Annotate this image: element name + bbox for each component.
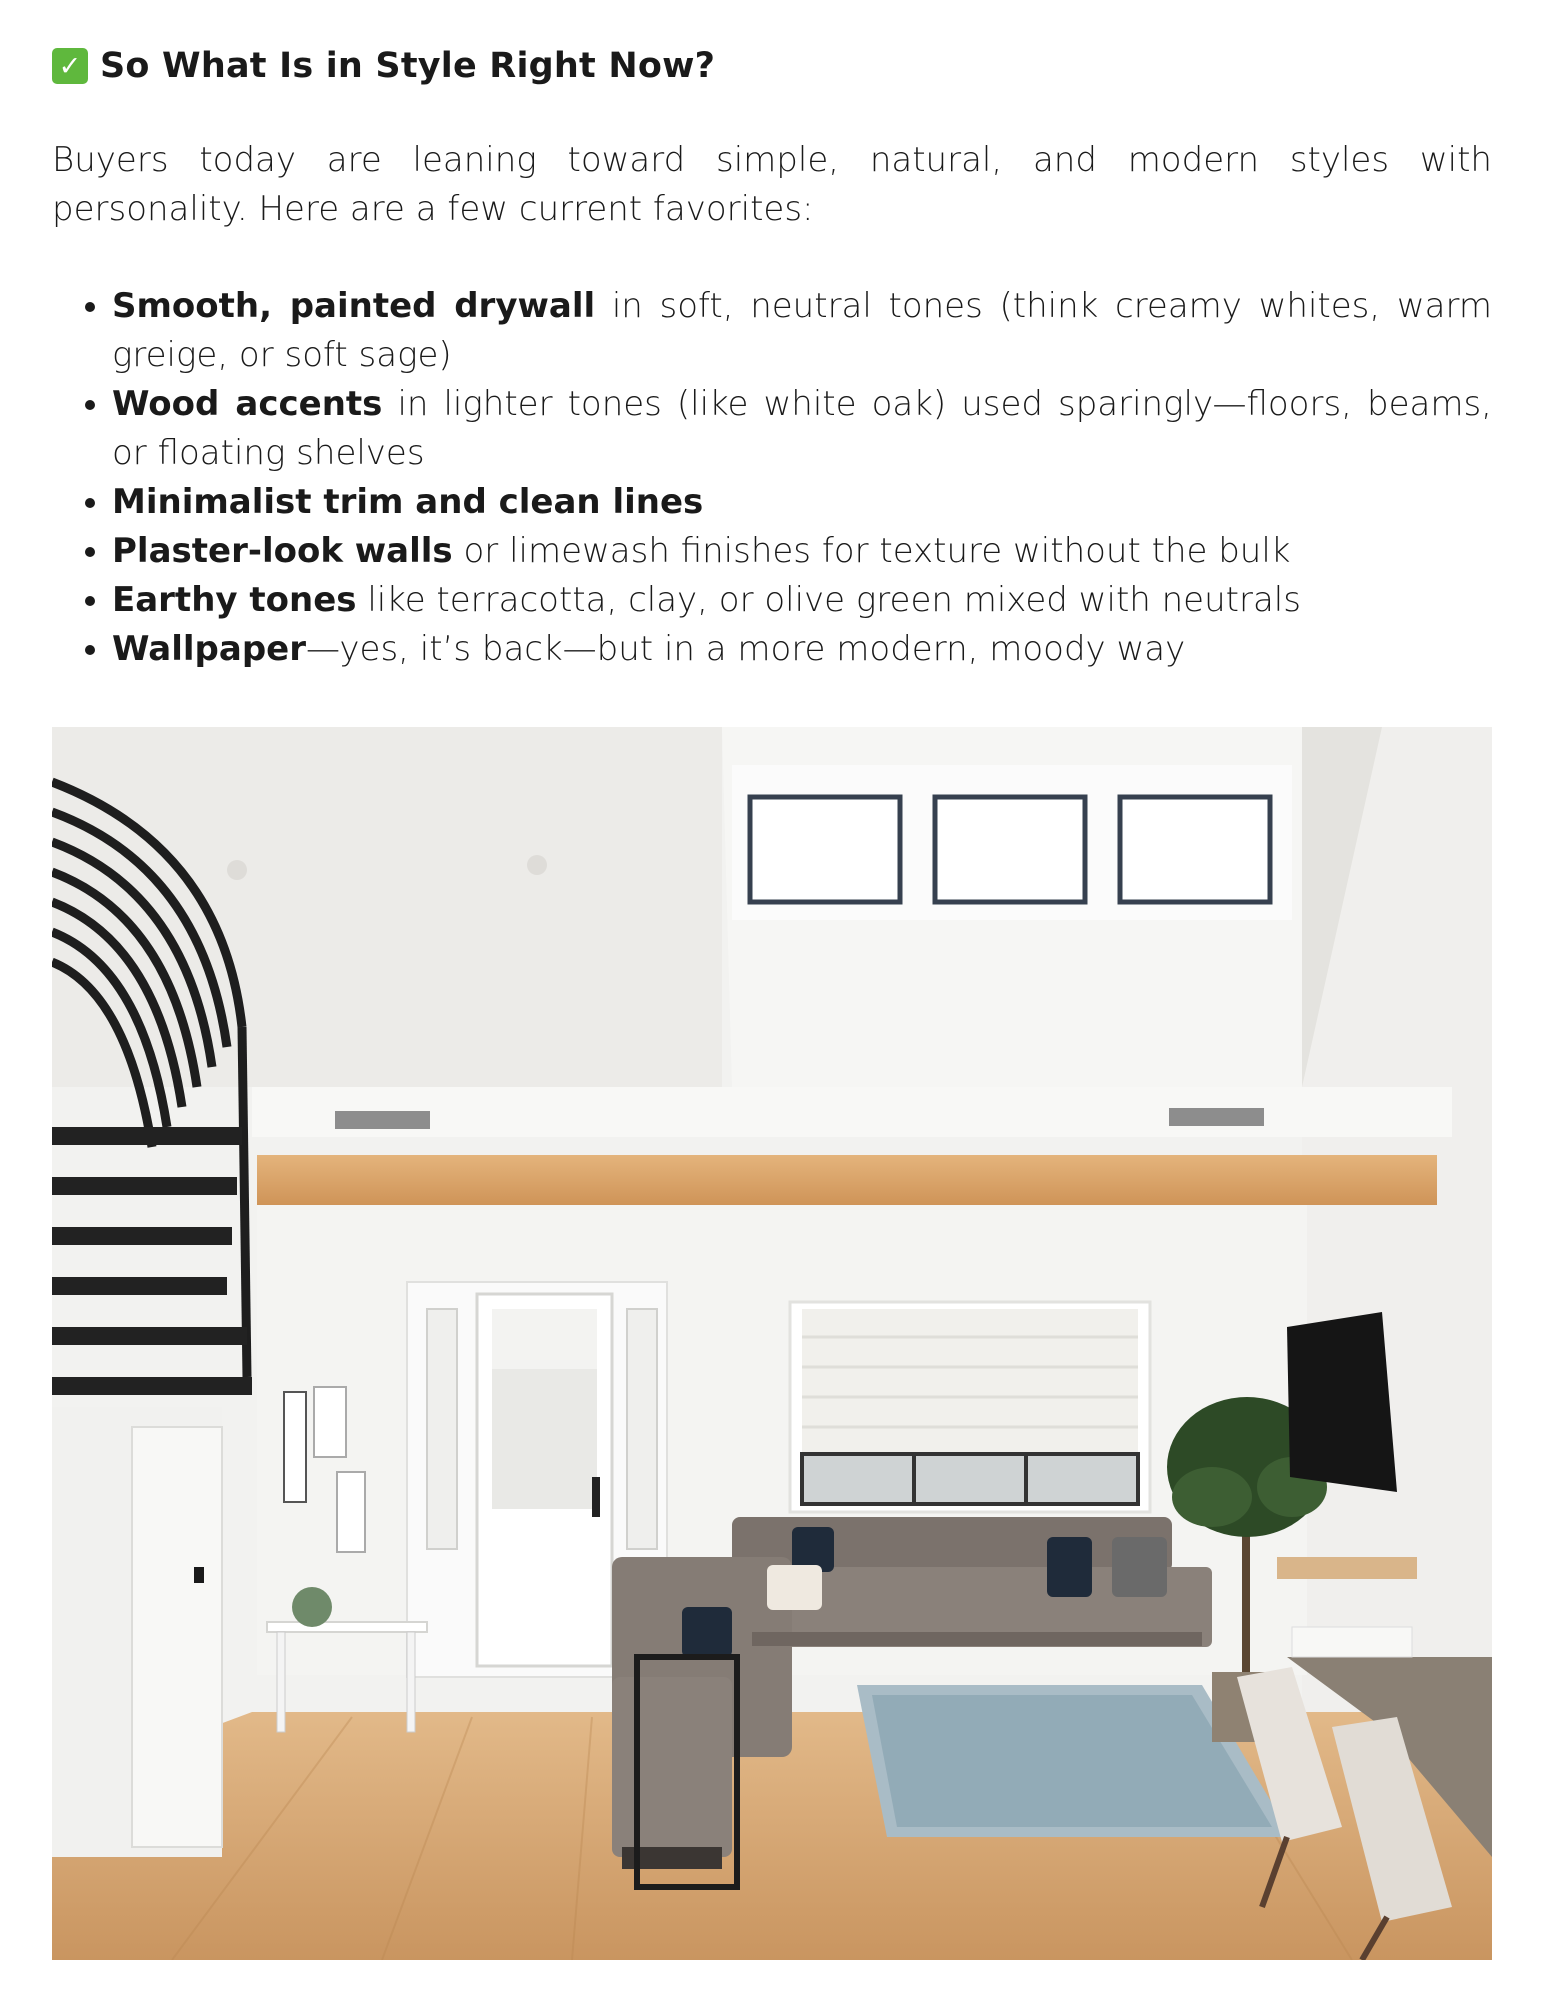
- section-heading-text: So What Is in Style Right Now?: [100, 46, 716, 86]
- list-item: [112, 282, 1492, 380]
- list-item-bold: Plaster-look walls: [112, 531, 453, 571]
- list-item-text: or limewash finishes for texture without the bulk: [452, 531, 1291, 571]
- clerestory-windows: [732, 765, 1292, 920]
- list-item-text: in lighter tones (like white oak) used sparingly—floors, beams, or floating shelves: [112, 384, 1492, 473]
- wall-tv: [1287, 1312, 1397, 1492]
- check-mark-icon: ✓: [52, 48, 88, 84]
- section-heading: [52, 46, 1492, 86]
- list-item-text: in soft, neutral tones (think creamy whites, warm greige, or soft sage): [112, 286, 1492, 375]
- article-section: [52, 46, 1492, 674]
- list-item: [112, 527, 1492, 576]
- shaded-window: [790, 1302, 1150, 1512]
- list-item: [112, 576, 1492, 625]
- intro-paragraph: Buyers today are leaning toward simple, natural, and modern styles with personality. Here are a few current favorites:: [52, 140, 1492, 229]
- wood-beam: [257, 1155, 1437, 1205]
- list-item-bold: Wood accents: [112, 384, 383, 424]
- list-item-bold: Smooth, painted drywall: [112, 286, 596, 326]
- list-item-text: —yes, it’s back—but in a more modern, moody way: [306, 629, 1186, 669]
- list-item: [112, 478, 1492, 527]
- living-room-photo: [52, 727, 1492, 1960]
- list-item-bold: Earthy tones: [112, 580, 357, 620]
- living-room-illustration: [52, 727, 1492, 1960]
- list-item: [112, 625, 1492, 674]
- list-item-text: like terracotta, clay, or olive green mixed with neutrals: [356, 580, 1301, 620]
- list-item-bold: Wallpaper: [112, 629, 306, 669]
- list-item: [112, 380, 1492, 478]
- list-item-bold: Minimalist trim and clean lines: [112, 482, 704, 522]
- style-list: [52, 282, 1492, 674]
